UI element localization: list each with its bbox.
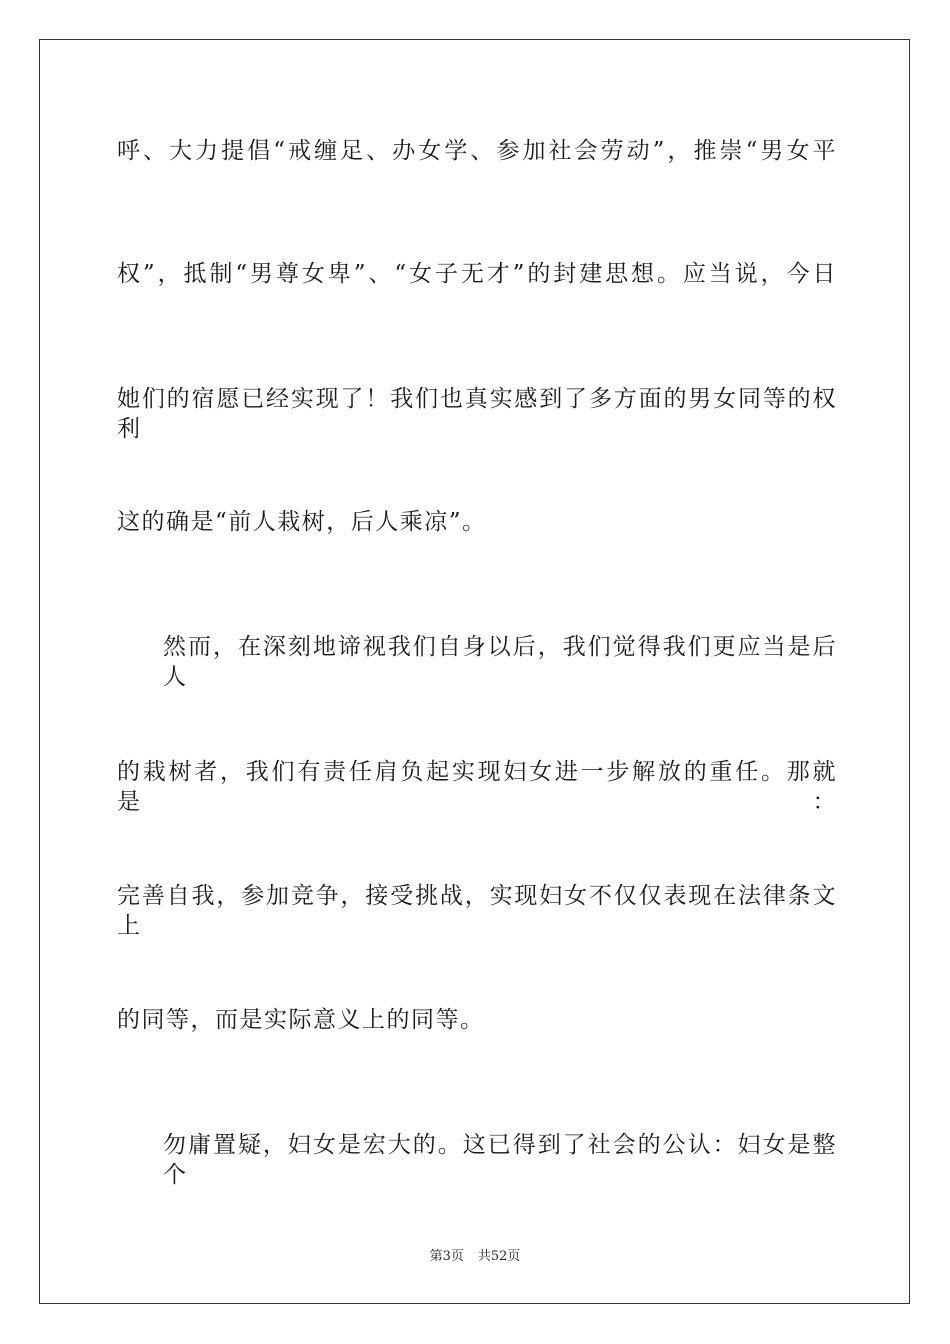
text-line-paragraph-start: 勿庸置疑，妇女是宏大的。这已得到了社会的公认：妇女是整个 bbox=[163, 1132, 837, 1188]
text-line: 的同等，而是实际意义上的同等。 bbox=[117, 1007, 485, 1033]
text-line: 呼、大力提倡“戒缠足、办女学、参加社会劳动”，推崇“男女平 bbox=[117, 138, 837, 164]
total-pages: 共52页 bbox=[477, 1249, 521, 1264]
text-line: 这的确是“前人栽树，后人乘凉”。 bbox=[117, 509, 487, 535]
text-line: 的栽树者，我们有责任肩负起实现妇女进一步解放的重任。那就是： bbox=[117, 759, 837, 815]
text-line-paragraph-start: 然而，在深刻地谛视我们自身以后，我们觉得我们更应当是后人 bbox=[163, 634, 837, 690]
text-line: 权”，抵制“男尊女卑”、“女子无才”的封建思想。应当说，今日 bbox=[117, 261, 837, 287]
text-line: 完善自我，参加竞争，接受挑战，实现妇女不仅仅表现在法律条文上 bbox=[117, 883, 837, 939]
page-number: 第3页 bbox=[429, 1249, 464, 1264]
text-line: 她们的宿愿已经实现了！我们也真实感到了多方面的男女同等的权利 bbox=[117, 386, 837, 442]
page-footer bbox=[0, 1248, 950, 1266]
